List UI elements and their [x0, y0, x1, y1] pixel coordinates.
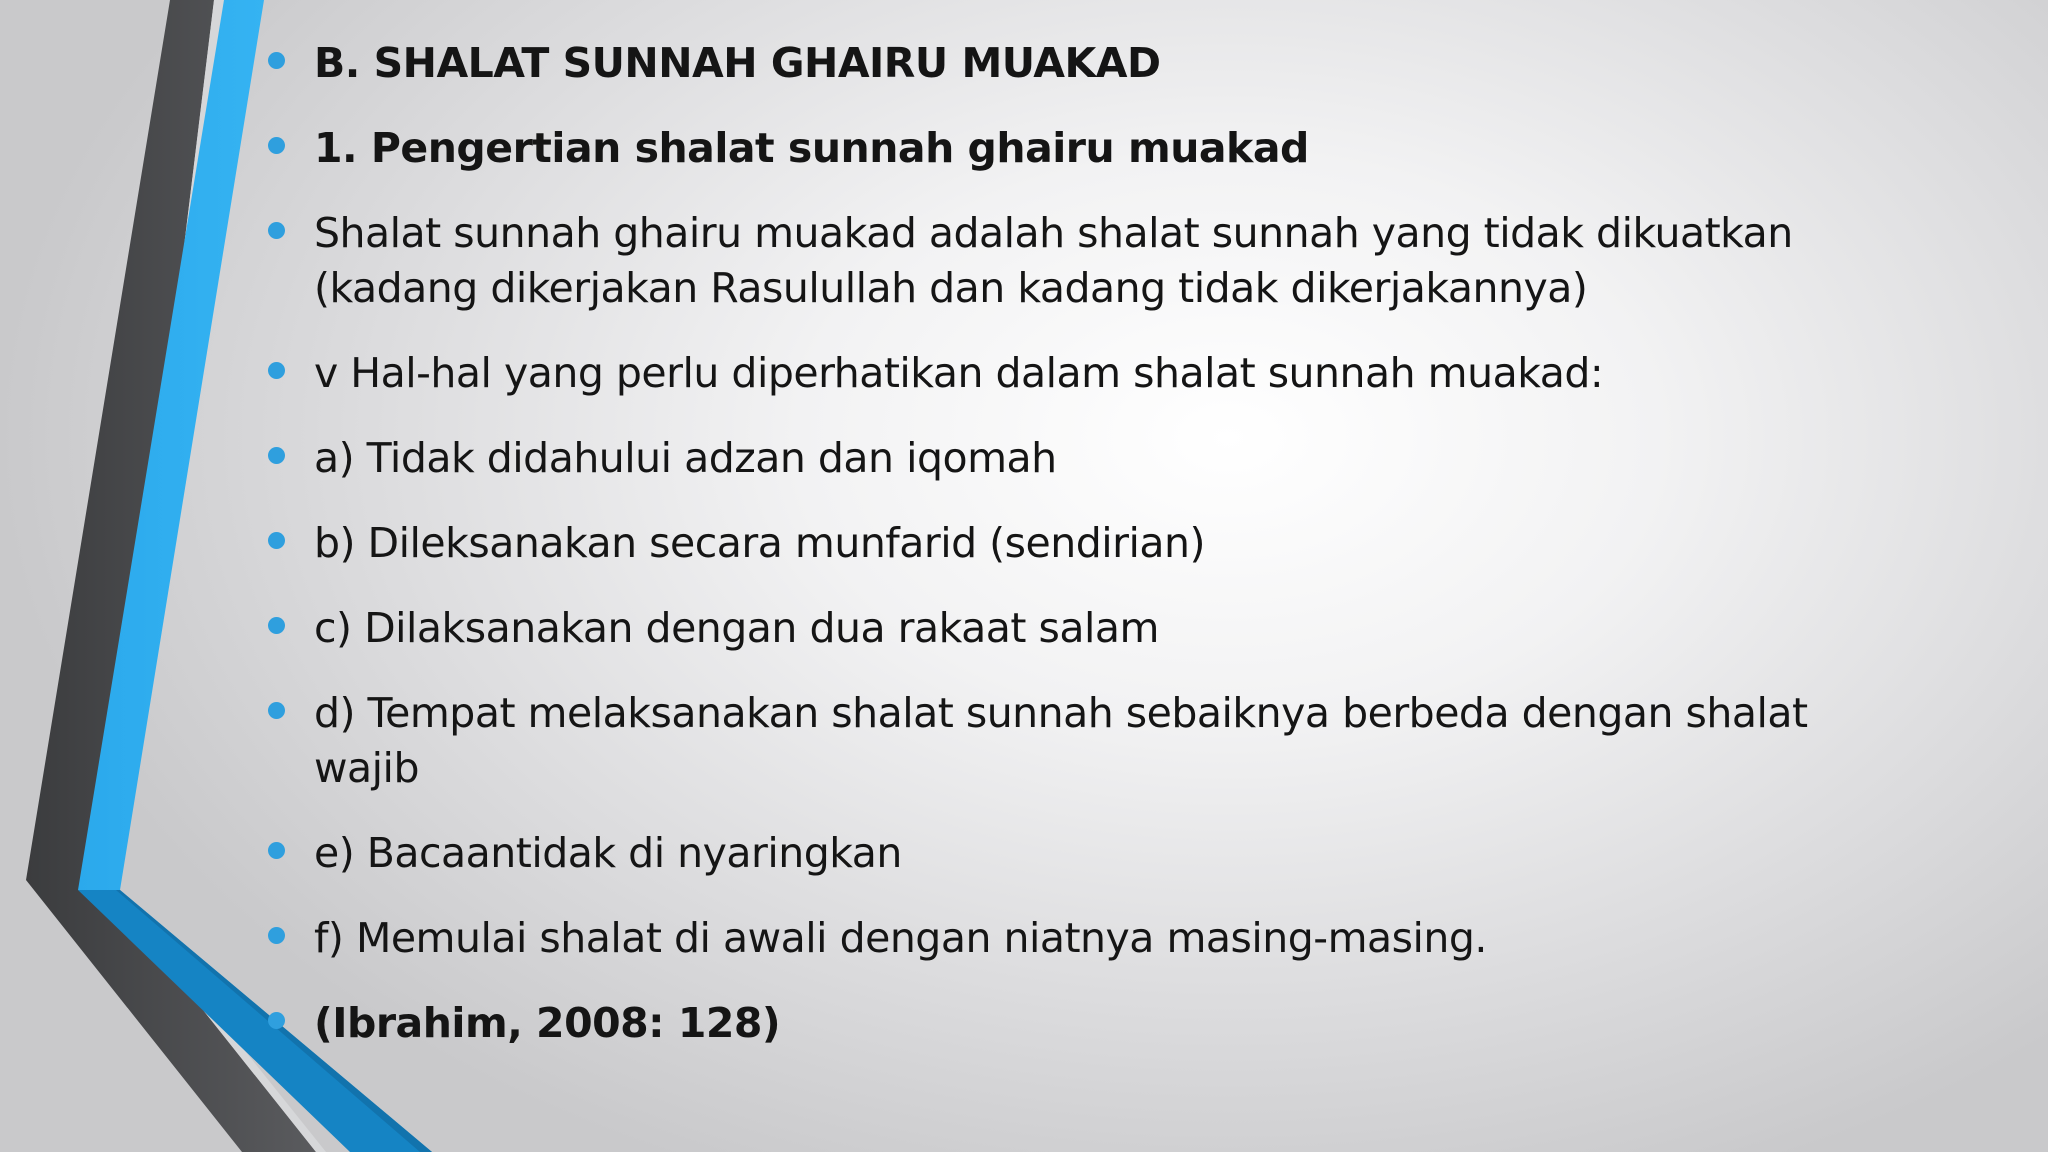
bullet-text: 1. Pengertian shalat sunnah ghairu muakad [314, 124, 1309, 172]
bullet-item [262, 206, 1902, 316]
bullet-item [262, 601, 1902, 656]
bullet-text: v Hal-hal yang perlu diperhatikan dalam shalat sunnah muakad: [314, 349, 1604, 397]
bullet-text: c) Dilaksanakan dengan dua rakaat salam [314, 604, 1159, 652]
bullet-dot-icon [268, 927, 285, 944]
bullet-text: f) Memulai shalat di awali dengan niatnya masing-masing. [314, 914, 1487, 962]
bullet-item [262, 36, 1902, 91]
bullet-item [262, 996, 1902, 1051]
bullet-item [262, 431, 1902, 486]
bullet-text: d) Tempat melaksanakan shalat sunnah sebaiknya berbeda dengan shalat wajib [314, 689, 1808, 792]
bullet-item [262, 516, 1902, 571]
bullet-dot-icon [268, 532, 285, 549]
bullet-dot-icon [268, 617, 285, 634]
bullet-dot-icon [268, 1012, 285, 1029]
bullet-dot-icon [268, 842, 285, 859]
bullet-dot-icon [268, 52, 285, 69]
slide-content [262, 36, 1902, 1081]
bullet-item [262, 346, 1902, 401]
bullet-text: e) Bacaantidak di nyaringkan [314, 829, 902, 877]
bullet-dot-icon [268, 222, 285, 239]
bullet-item [262, 911, 1902, 966]
bullet-list [262, 36, 1902, 1051]
bullet-text: a) Tidak didahului adzan dan iqomah [314, 434, 1057, 482]
bullet-dot-icon [268, 447, 285, 464]
bullet-item [262, 686, 1902, 796]
bullet-item [262, 121, 1902, 176]
bullet-dot-icon [268, 362, 285, 379]
bullet-dot-icon [268, 137, 285, 154]
bullet-text: (Ibrahim, 2008: 128) [314, 999, 781, 1047]
bullet-text: b) Dileksanakan secara munfarid (sendirian) [314, 519, 1206, 567]
bullet-dot-icon [268, 702, 285, 719]
bullet-text: B. SHALAT SUNNAH GHAIRU MUAKAD [314, 39, 1161, 87]
bullet-text: Shalat sunnah ghairu muakad adalah shalat sunnah yang tidak dikuatkan (kadang dikerjakan Rasulullah dan kadang tidak dikerjakannya) [314, 209, 1793, 312]
bullet-item [262, 826, 1902, 881]
